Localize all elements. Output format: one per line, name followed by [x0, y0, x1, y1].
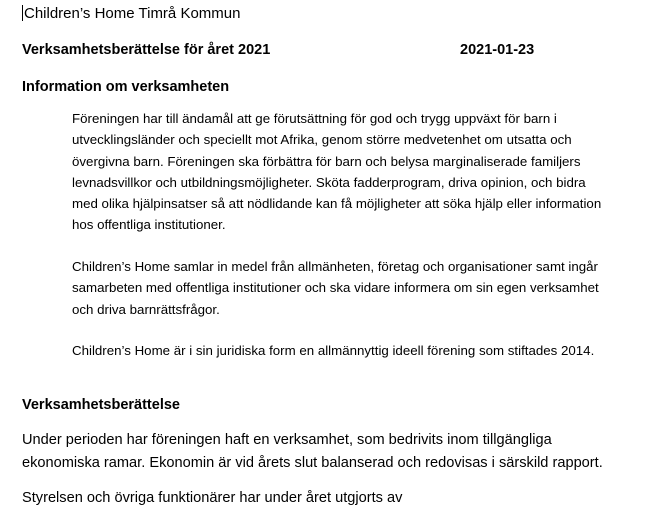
report-title: Verksamhetsberättelse för året 2021 [22, 42, 271, 58]
text-cursor [22, 5, 23, 21]
information-paragraph-3 [72, 340, 632, 361]
paragraph-line: hos offentliga institutioner. [72, 217, 226, 233]
paragraph-line: Styrelsen och övriga funktionärer har under året utgjorts av [22, 490, 403, 506]
report-date: 2021-01-23 [460, 42, 535, 58]
report-paragraph-2 [22, 487, 652, 510]
paragraph-line: Föreningen har till ändamål att ge förutsättning för god och trygg uppväxt för barn i [72, 111, 557, 126]
information-paragraph-2 [72, 256, 632, 320]
paragraph-line: och driva barnrättsfrågor. [72, 301, 220, 317]
paragraph-line: ekonomiska ramar. Ekonomin är vid årets slut balanserad och redovisas i särskild rapport. [22, 455, 603, 471]
organization-line[interactable] [22, 4, 240, 24]
paragraph-line: Children’s Home samlar in medel från allmänheten, företag och organisationer samt ingår [72, 259, 598, 274]
paragraph-line: Under perioden har föreningen haft en verksamhet, som bedrivits inom tillgängliga [22, 432, 552, 448]
section-heading-information: Information om verksamheten [22, 79, 230, 95]
paragraph-line: utvecklingsländer och speciellt mot Afrika, genom större medvetenhet om utsatta och [72, 132, 572, 148]
paragraph-line: med olika hjälpinsatser så att nödlidande kan få möjligheter att söka hjälp eller information [72, 196, 602, 212]
paragraph-line: levnadsvillkor och utbildningsmöjligheter. Sköta fadderprogram, driva opinion, och bidra [72, 174, 586, 190]
paragraph-line: Children’s Home är i sin juridiska form en allmännyttig ideell förening som stiftades 2014. [72, 343, 595, 358]
section-heading-report: Verksamhetsberättelse [22, 397, 180, 413]
report-paragraph-1 [22, 429, 652, 475]
information-paragraph-1 [72, 108, 632, 236]
paragraph-line: samarbeten med offentliga institutioner och ska vidare informera om sin egen verksamhet [72, 280, 599, 296]
organization-name: Children’s Home Timrå Kommun [24, 5, 241, 22]
paragraph-line: övergivna barn. Föreningen ska förbättra för barn och belysa marginaliserade familjers [72, 153, 581, 169]
